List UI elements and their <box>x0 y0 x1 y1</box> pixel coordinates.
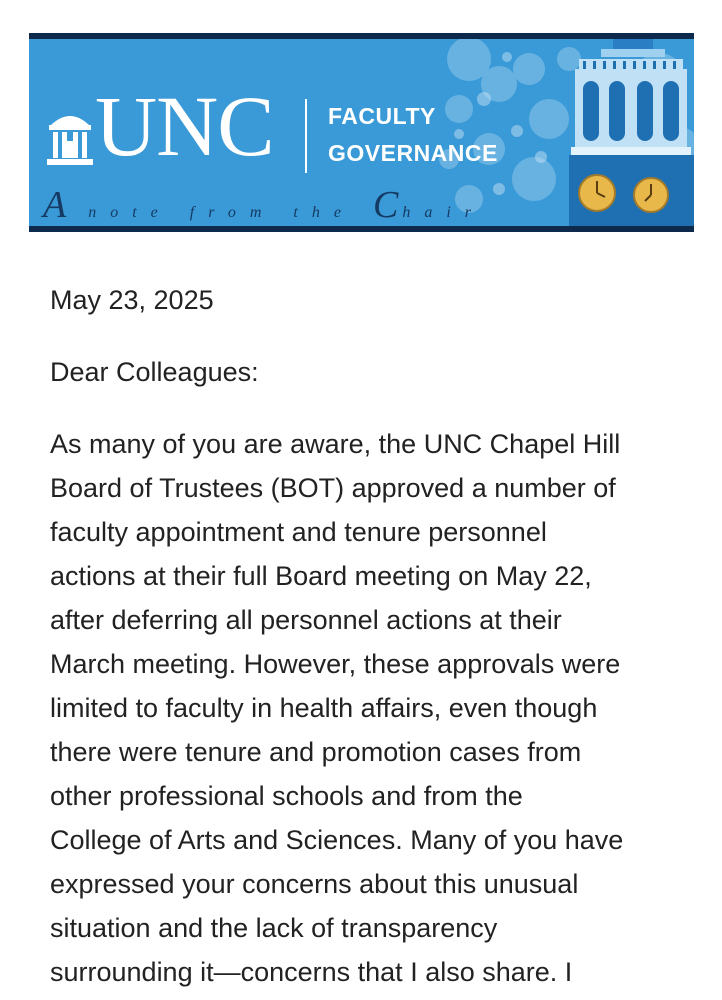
banner-tagline <box>43 186 485 224</box>
bell-tower-illustration-icon <box>565 39 694 226</box>
header-banner <box>29 33 694 232</box>
paragraph-line: expressed your concerns about this unusual <box>50 869 579 899</box>
paragraph-line: after deferring all personnel actions at their <box>50 605 562 635</box>
tagline-cap-a: A <box>43 184 71 226</box>
banner-title-governance: GOVERNANCE <box>328 140 498 166</box>
paragraph-line: actions at their full Board meeting on May 22, <box>50 561 592 591</box>
tagline-end: hair <box>402 204 485 221</box>
banner-divider <box>305 99 307 173</box>
paragraph-line: there were tenure and promotion cases from <box>50 737 582 767</box>
paragraph-line: other professional schools and from the <box>50 781 523 811</box>
letter-date: May 23, 2025 <box>50 285 214 315</box>
paragraph-line: March meeting. However, these approvals were <box>50 649 621 679</box>
paragraph-line: faculty appointment and tenure personnel <box>50 517 547 547</box>
paragraph-line: Board of Trustees (BOT) approved a number of <box>50 473 616 503</box>
banner-title-faculty: FACULTY <box>328 103 436 129</box>
paragraph-line: limited to faculty in health affairs, even though <box>50 693 598 723</box>
letter-body <box>50 278 690 994</box>
paragraph-line: As many of you are aware, the UNC Chapel Hill <box>50 429 621 459</box>
old-well-logo-icon <box>45 105 95 167</box>
unc-wordmark: UNC <box>95 78 274 174</box>
letter-salutation: Dear Colleagues: <box>50 357 259 387</box>
tagline-middle: note from the <box>88 204 355 221</box>
paragraph-line: situation and the lack of transparency <box>50 913 498 943</box>
paragraph-line: College of Arts and Sciences. Many of you have <box>50 825 624 855</box>
paragraph-line: surrounding it—concerns that I also share. I <box>50 957 573 987</box>
tagline-cap-c: C <box>372 184 403 226</box>
letter-paragraph <box>50 422 690 994</box>
